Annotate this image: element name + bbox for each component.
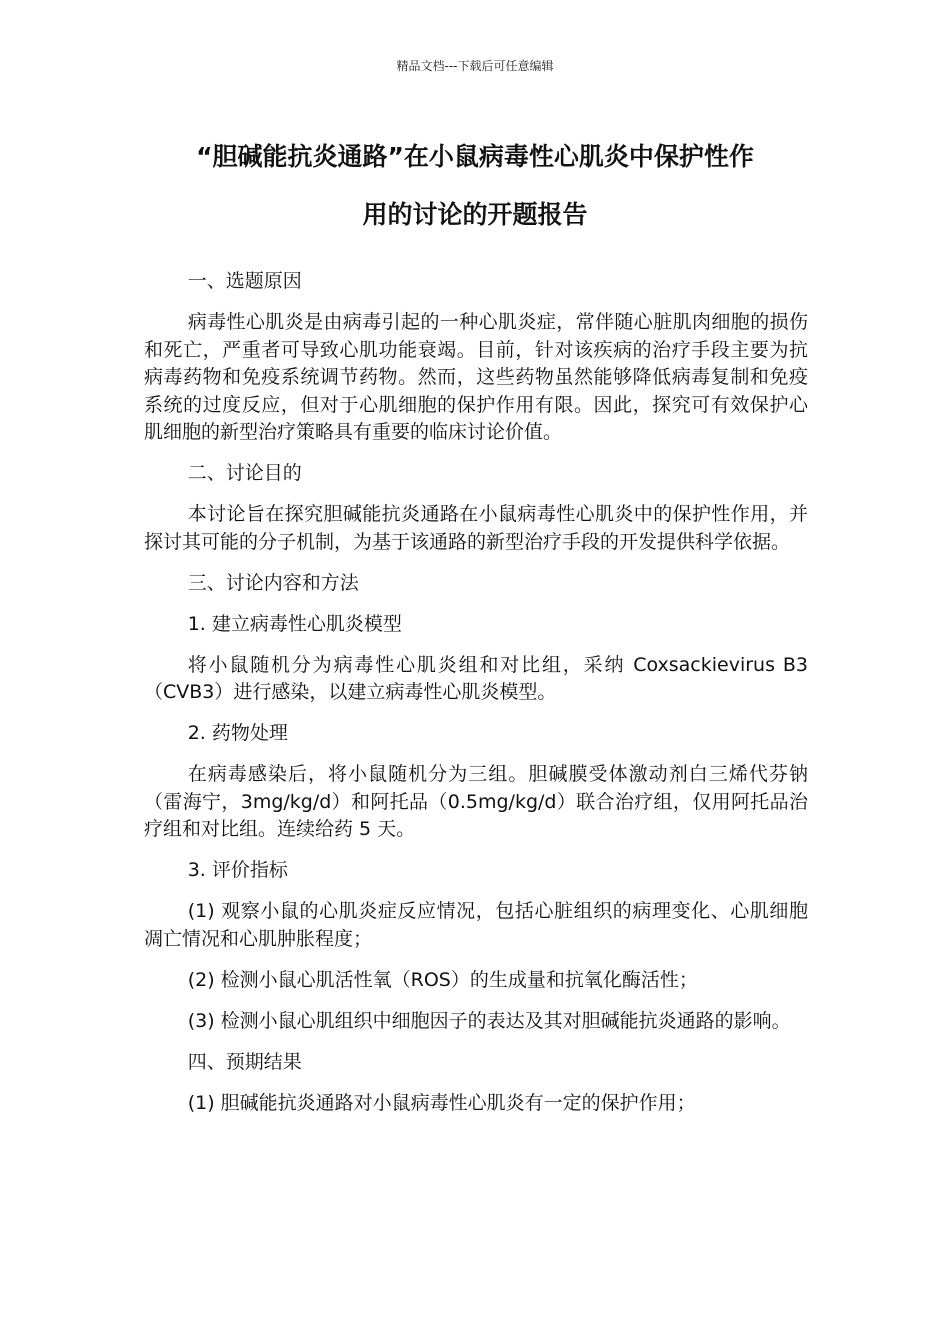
document-title-line-1: “胆碱能抗炎通路”在小鼠病毒性心肌炎中保护性作 xyxy=(196,142,754,171)
subheading-model: 1. 建立病毒性心肌炎模型 xyxy=(187,612,402,635)
section-heading-expected-results: 四、预期结果 xyxy=(187,1050,302,1073)
paragraph-drug-treatment: 在病毒感染后，将小鼠随机分为三组。胆碱膜受体激动剂白三烯代芬钠（雷海宁，3mg/kg/d）和阿托品（0.5mg/kg/d）联合治疗组，仅用阿托品治疗组和对比组。连续给药 5 天。 xyxy=(144,763,808,840)
list-item-expected-1: (1) 胆碱能抗炎通路对小鼠病毒性心肌炎有一定的保护作用； xyxy=(187,1091,696,1114)
list-item-evaluation-1: (1) 观察小鼠的心肌炎症反应情况，包括心脏组织的病理变化、心肌细胞凋亡情况和心肌肿胀程度； xyxy=(144,900,808,950)
section-heading-reason: 一、选题原因 xyxy=(187,270,302,292)
paragraph-reason: 病毒性心肌炎是由病毒引起的一种心肌炎症，常伴随心脏肌肉细胞的损伤和死亡，严重者可导致心肌功能衰竭。目前，针对该疾病的治疗手段主要为抗病毒药物和免疫系统调节药物。然而，这些药物虽然能够降低病毒复制和免疫系统的过度反应，但对于心肌细胞的保护作用有限。因此，探究可有效保护心肌细胞的新型治疗策略具有重要的临床讨论价值。 xyxy=(144,311,808,443)
document-body xyxy=(144,268,808,1131)
list-item-evaluation-3: (3) 检测小鼠心肌组织中细胞因子的表达及其对胆碱能抗炎通路的影响。 xyxy=(187,1009,791,1032)
subheading-evaluation: 3. 评价指标 xyxy=(187,859,288,881)
paragraph-model: 将小鼠随机分为病毒性心肌炎组和对比组，采纳 Coxsackievirus B3（CVB3）进行感染，以建立病毒性心肌炎模型。 xyxy=(144,653,808,703)
paragraph-purpose: 本讨论旨在探究胆碱能抗炎通路在小鼠病毒性心肌炎中的保护性作用，并探讨其可能的分子机制，为基于该通路的新型治疗手段的开发提供科学依据。 xyxy=(144,503,808,553)
page-header: 精品文档---下载后可任意编辑 xyxy=(396,59,554,73)
list-item-evaluation-2: (2) 检测小鼠心肌活性氧（ROS）的生成量和抗氧化酶活性； xyxy=(187,968,698,991)
document-title-line-2: 用的讨论的开题报告 xyxy=(362,200,588,229)
section-heading-content-methods: 三、讨论内容和方法 xyxy=(187,571,359,594)
section-heading-purpose: 二、讨论目的 xyxy=(187,462,302,484)
document-title xyxy=(140,128,810,244)
subheading-drug-treatment: 2. 药物处理 xyxy=(187,722,288,744)
